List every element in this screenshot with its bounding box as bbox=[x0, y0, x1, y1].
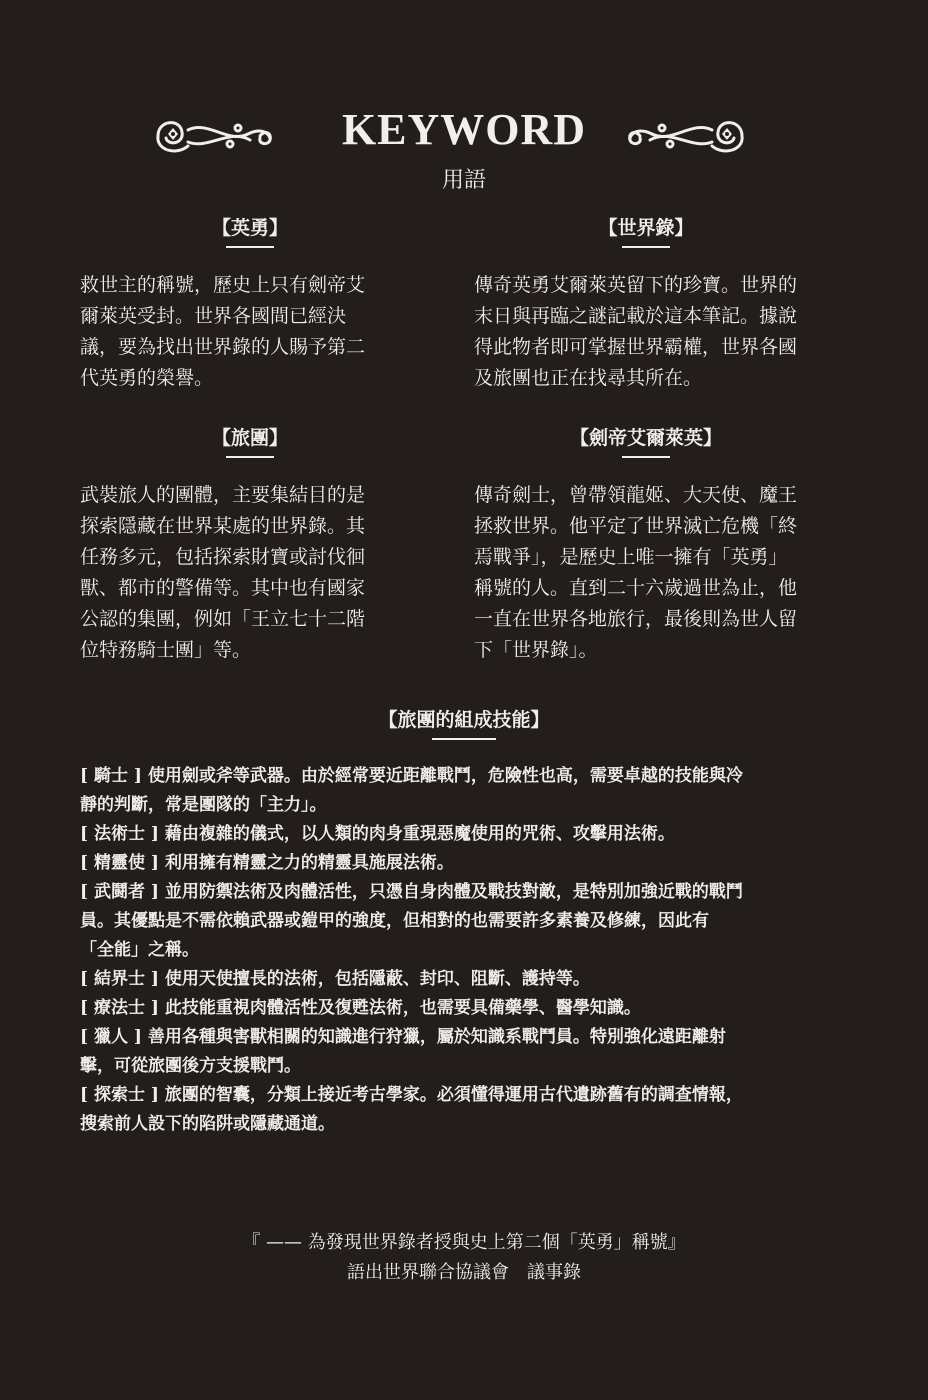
scroll-flourish-icon bbox=[622, 110, 762, 160]
heading-underline bbox=[432, 738, 496, 740]
page-subtitle: 用語 bbox=[441, 168, 486, 193]
list-item: [ 療法士 ] 此技能重視肉體活性及復甦法術，也需要具備藥學、醫學知識。 bbox=[80, 998, 641, 1018]
section-heading-hero bbox=[80, 214, 420, 248]
footer-quote: 『 —— 為發現世界錄者授與史上第二個「英勇」稱號』 bbox=[242, 1232, 686, 1253]
section-text-world-record: 傳奇英勇艾爾萊英留下的珍寶。世界的 末日與再臨之謎記載於這本筆記。據說 得此物者即可掌握世界霸權，世界各國 及旅團也正在找尋其所在。 bbox=[474, 274, 798, 389]
section-heading-skills bbox=[0, 706, 928, 740]
heading-underline bbox=[622, 246, 670, 248]
section-heading-world-record bbox=[474, 214, 818, 248]
section-text-sword-emperor: 傳奇劍士，曾帶領龍姬、大天使、魔王 拯救世界。他平定了世界滅亡危機「終 焉戰爭」，是歷史上唯一擁有「英勇」 稱號的人。直到二十六歲過世為止，他 一直在世界各地旅行，最後則為世人留 下「世界錄」。 bbox=[474, 484, 798, 661]
list-item: [ 結界士 ] 使用天使擅長的法術，包括隱蔽、封印、阻斷、護持等。 bbox=[80, 969, 590, 989]
page-title: KEYWORD bbox=[341, 105, 587, 154]
skills-list bbox=[80, 762, 830, 1139]
list-item: [ 武鬪者 ] 並用防禦法術及肉體活性，只憑自身肉體及戰技對敵，是特別加強近戰的戰鬥 員。其優點是不需依賴武器或鎧甲的強度，但相對的也需要許多素養及修練，因此有 「全能」之稱。 bbox=[80, 882, 743, 960]
section-text-brigade: 武裝旅人的團體，主要集結目的是 探索隱藏在世界某處的世界錄。其 任務多元，包括探索財寶或討伐徊 獸、都市的警備等。其中也有國家 公認的集團，例如「王立七十二階 位特務騎士團」等。 bbox=[80, 484, 366, 661]
heading-underline bbox=[226, 456, 274, 458]
list-item: [ 探索士 ] 旅團的智囊，分類上接近考古學家。必須懂得運用古代遺跡舊有的調查情報， 搜索前人設下的陷阱或隱藏通道。 bbox=[80, 1085, 743, 1134]
section-heading-text: 【旅團】 bbox=[211, 427, 288, 449]
section-heading-text: 【英勇】 bbox=[211, 217, 288, 239]
footer-source: 語出世界聯合協議會 議事錄 bbox=[347, 1262, 581, 1283]
section-heading-text: 【旅團的組成技能】 bbox=[378, 709, 550, 731]
section-heading-text: 【世界錄】 bbox=[598, 217, 694, 239]
heading-underline bbox=[622, 456, 670, 458]
list-item: [ 獵人 ] 善用各種與害獸相關的知識進行狩獵，屬於知識系戰鬥員。特別強化遠距離射 擊，可從旅團後方支援戰鬥。 bbox=[80, 1027, 726, 1076]
list-item: [ 騎士 ] 使用劍或斧等武器。由於經常要近距離戰鬥，危險性也高，需要卓越的技能與冷 靜的判斷，常是團隊的「主力」。 bbox=[80, 766, 743, 815]
section-heading-brigade bbox=[80, 424, 420, 458]
heading-underline bbox=[226, 246, 274, 248]
section-text-hero: 救世主的稱號，歷史上只有劍帝艾 爾萊英受封。世界各國間已經決 議，要為找出世界錄的人賜予第二 代英勇的榮譽。 bbox=[80, 274, 366, 389]
list-item: [ 精靈使 ] 利用擁有精靈之力的精靈具施展法術。 bbox=[80, 853, 454, 873]
section-heading-sword-emperor bbox=[474, 424, 818, 458]
section-heading-text: 【劍帝艾爾萊英】 bbox=[569, 427, 722, 449]
list-item: [ 法術士 ] 藉由複雜的儀式，以人類的肉身重現惡魔使用的咒術、攻擊用法術。 bbox=[80, 824, 675, 844]
